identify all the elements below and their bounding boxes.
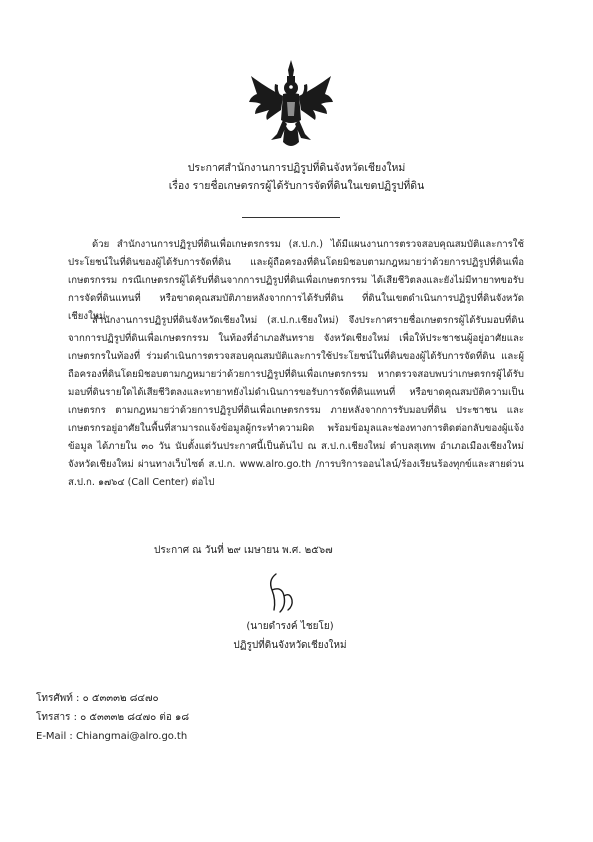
announcement-date: ประกาศ ณ วันที่ ๒๙ เมษายน พ.ศ. ๒๕๖๗ <box>154 545 333 556</box>
garuda-emblem-icon <box>247 58 335 150</box>
handwritten-signature <box>262 566 302 616</box>
body-paragraph-1: ด้วย สำนักงานการปฏิรูปที่ดินเพื่อเกษตรกรรม (ส.ป.ก.) ได้มีแผนงานการตรวจสอบคุณสมบัติและการใช้ประโยชน์ในที่ดินของผู้ได้รับการจัดที่ดิน และผู้ถือครองที่ดินโดยมิชอบตามกฎหมายว่าด้วยการปฏิรูปที่ดินเพื่อเกษตรกรรม กรณีเกษตรกรผู้ได้รับที่ดินจากการปฏิรูปที่ดินเพื่อเกษตรกรรม ได้เสียชีวิตลงและยังไม่มีทายาทขอรับการจัดที่ดินแทนที่ หรือขาดคุณสมบัติภายหลังจากการได้รับที่ดิน ที่ดินในเขตดำเนินการปฏิรูปที่ดินจังหวัดเชียงใหม่ <box>68 239 524 322</box>
body-paragraph-2: สำนักงานการปฏิรูปที่ดินจังหวัดเชียงใหม่ (ส.ป.ก.เชียงใหม่) จึงประกาศรายชื่อเกษตรกรผู้ได้รับมอบที่ดินจากการปฏิรูปที่ดินเพื่อเกษตรกรรม ในท้องที่อำเภอสันทราย จังหวัดเชียงใหม่ เพื่อให้ประชาชนผู้อยู่อาศัยและเกษตรกรในท้องที่ ร่วมดำเนินการตรวจสอบคุณสมบัติและการใช้ประโยชน์ในที่ดินของผู้ได้รับการจัดที่ดิน และผู้ถือครองที่ดินโดยมิชอบตามกฎหมายว่าด้วยการปฏิรูปที่ดินเพื่อเกษตรกรรม หากตรวจสอบพบว่าเกษตรกรผู้ได้รับมอบที่ดินรายใดได้เสียชีวิตลงและทายาทยังไม่ดำเนินการขอรับการจัดที่ดินแทนที่ หรือขาดคุณสมบัติความเป็นเกษตรกร ตามกฎหมายว่าด้วยการปฏิรูปที่ดินเพื่อเกษตรกรรม ภายหลังจากการรับมอบที่ดิน ประชาชน และเกษตรกรอยู่อาศัยในพื้นที่สามารถแจ้งข้อมูลผู้กระทำความผิด พร้อมข้อมูลและช่องทางการติดต่อกลับของผู้แจ้งข้อมูล ได้ภายใน ๓๐ วัน นับตั้งแต่วันประกาศนี้เป็นต้นไป ณ ส.ป.ก.เชียงใหม่ ตำบลสุเทพ อำเภอเมืองเชียงใหม่ จังหวัดเชียงใหม่ ผ่านทางเว็บไซต์ ส.ป.ก. www.alro.go.th /การบริการออนไลน์/ร้องเรียนร้องทุกข์และสายด่วน ส.ป.ก. ๑๗๖๔ (Call Center) ต่อไป <box>68 315 524 488</box>
signatory-name: (นายดำรงค์ ไชยโย) <box>246 621 334 632</box>
signatory-position: ปฏิรูปที่ดินจังหวัดเชียงใหม่ <box>233 640 347 651</box>
announcement-subject: เรื่อง รายชื่อเกษตรกรผู้ได้รับการจัดที่ดินในเขตปฏิรูปที่ดิน <box>168 180 425 192</box>
contact-email[interactable]: E-Mail : Chiangmai@alro.go.th <box>36 731 188 742</box>
contact-fax: โทรสาร : ๐ ๕๓๓๓๒ ๘๔๗๐ ต่อ ๑๘ <box>36 712 190 723</box>
title-divider <box>242 217 340 218</box>
announcement-title: ประกาศสำนักงานการปฏิรูปที่ดินจังหวัดเชียงใหม่ <box>187 162 406 174</box>
contact-phone: โทรศัพท์ : ๐ ๕๓๓๓๒ ๘๔๗๐ <box>36 693 159 704</box>
